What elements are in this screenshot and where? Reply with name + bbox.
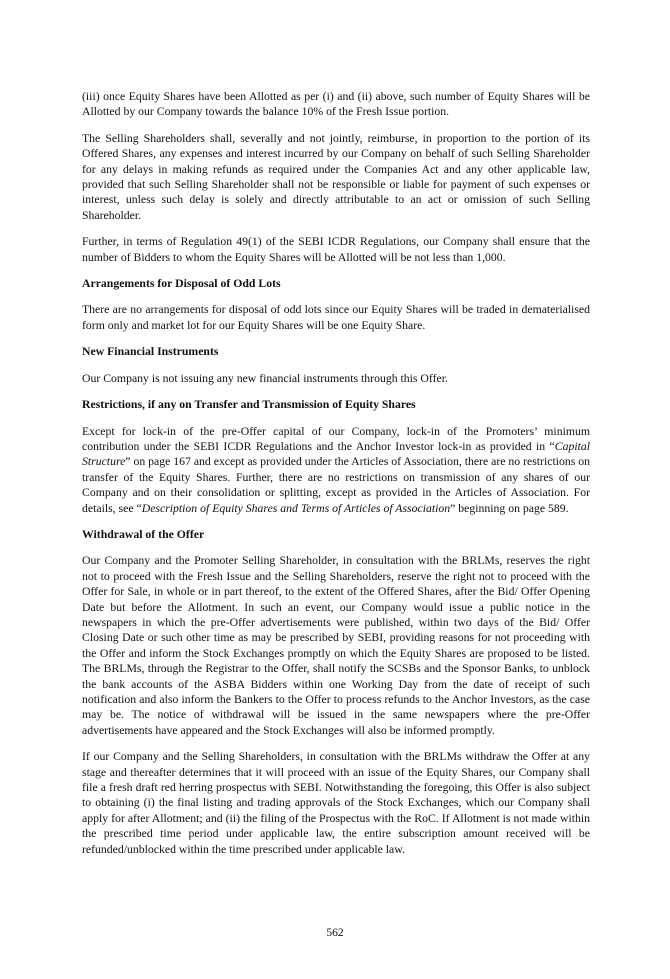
page-number: 562 <box>326 927 344 940</box>
paragraph-odd-lots: There are no arrangements for disposal of odd lots since our Equity Shares will be traded in dematerialised form only and market lot for our Equity Shares will be one Equity Share. <box>82 303 590 332</box>
paragraph-new-financial-instruments: Our Company is not issuing any new financial instruments through this Offer. <box>82 371 448 385</box>
paragraph-reimbursement: The Selling Shareholders shall, severally and not jointly, reimburse, in proportion to the portion of its Offered Shares, any expenses and interest incurred by our Company on behalf of such Selling Shareholder for any delays in making refunds as required under the Companies Act and any other applicable law, provided that such Selling Shareholder shall not be responsible or liable for payment of such expenses or interest, unless such delay is solely and directly attributable to an act or omission of such Selling Shareholder. <box>82 131 590 222</box>
paragraph-withdrawal-1: Our Company and the Promoter Selling Shareholder, in consultation with the BRLMs, reserves the right not to proceed with the Fresh Issue and the Selling Shareholders, reserve the right not to proceed with the Offer for Sale, in whole or in part thereof, to the extent of the Offered Shares, after the Bid/ Offer Opening Date but before the Allotment. In such an event, our Company would issue a public notice in the newspapers in which the pre-Offer advertisements were published, within two days of the Bid/ Offer Closing Date or such other time as may be prescribed by SEBI, providing reasons for not proceeding with the Offer and inform the Stock Exchanges promptly on which the Equity Shares are proposed to be listed. The BRLMs, through the Registrar to the Offer, shall notify the SCSBs and the Sponsor Banks, to unblock the bank accounts of the ASBA Bidders within one Working Day from the date of receipt of such notification and also inform the Bankers to the Offer to process refunds to the Anchor Investors, as the case may be. The notice of withdrawal will be issued in the same newspapers where the pre-Offer advertisements have appeared and the Stock Exchanges will also be informed promptly. <box>82 554 590 737</box>
heading-restrictions: Restrictions, if any on Transfer and Transmission of Equity Shares <box>82 398 416 412</box>
paragraph-restrictions <box>82 424 590 516</box>
heading-withdrawal: Withdrawal of the Offer <box>82 527 205 541</box>
heading-odd-lots: Arrangements for Disposal of Odd Lots <box>82 277 281 291</box>
restrictions-text-a: Except for lock-in of the pre-Offer capital of our Company, lock-in of the Promoters’ minimum contribution under the SEBI ICDR Regulations and the Anchor Investor lock-in as provided in “ <box>82 424 590 453</box>
restrictions-text-b: ” on page 167 and except as provided under the Articles of Association, there are no restrictions on transfer of the Equity Shares. Further, there are no restrictions on transmission of any shares of our Company and on their consolidation or splitting, except as provided in the Articles of Association. For details, see “ <box>82 455 590 515</box>
paragraph-minimum-bidders: Further, in terms of Regulation 49(1) of the SEBI ICDR Regulations, our Company shall ensure that the number of Bidders to whom the Equity Shares will be Allotted will be not less than 1,000. <box>82 235 590 264</box>
heading-new-financial-instruments: New Financial Instruments <box>82 345 219 359</box>
paragraph-allotment-balance: (iii) once Equity Shares have been Allotted as per (i) and (ii) above, such number of Equity Shares will be Allotted by our Company towards the balance 10% of the Fresh Issue portion. <box>82 90 590 119</box>
description-equity-shares-reference: Description of Equity Shares and Terms of Articles of Association <box>141 501 451 515</box>
capital-structure-reference: Capital Structure <box>82 439 590 469</box>
restrictions-text-c: ” beginning on page 589. <box>450 501 569 515</box>
paragraph-withdrawal-2: If our Company and the Selling Shareholders, in consultation with the BRLMs withdraw the Offer at any stage and thereafter determines that it will proceed with an issue of the Equity Shares, our Company shall file a fresh draft red herring prospectus with SEBI. Notwithstanding the foregoing, this Offer is also subject to obtaining (i) the final listing and trading approvals of the Stock Exchanges, which our Company shall apply for after Allotment; and (ii) the filing of the Prospectus with the RoC. If Allotment is not made within the prescribed time period under applicable law, the entire subscription amount received will be refunded/unblocked within the time prescribed under applicable law. <box>82 750 590 856</box>
page-body <box>82 0 590 857</box>
